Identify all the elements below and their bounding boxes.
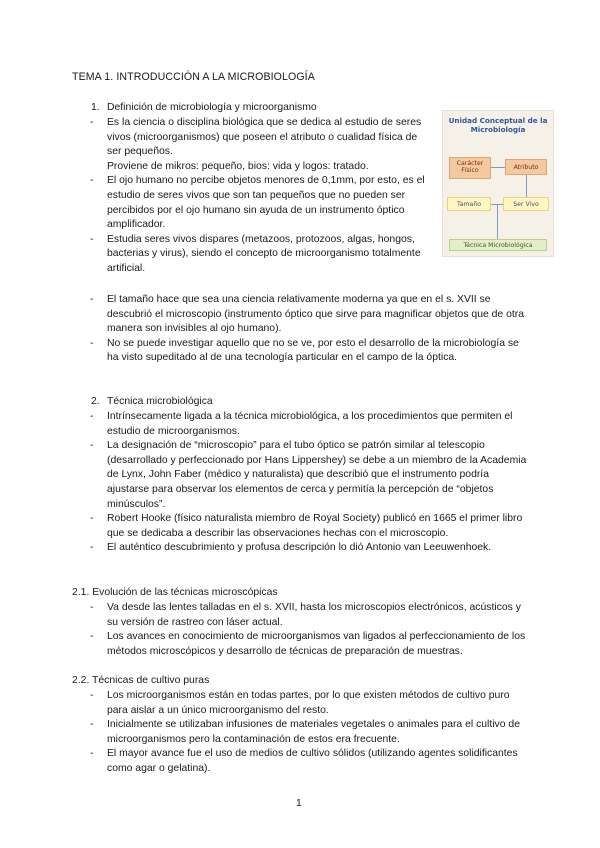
list-item: - No se puede investigar aquello que no se ve, por esto el desarrollo de la microbiología se ha visto supeditado al de una tecnología particular en el campo de la óptica. — [107, 337, 531, 366]
section-1-list-continued — [107, 293, 531, 366]
list-item: - La designación de “microscopio” para el tubo óptico se patrón similar al telescopio (desarrollado y perfeccionado por Hans Lippershey) se debe a un miembro de la Academia de Lynx, John Faber (médico y naturalista) que describió que el instrumento podría ajustarse para observar los elementos de cerca y permitía la percepción de “objetos minúsculos”. — [107, 439, 531, 512]
section-1-number: 1. — [91, 102, 100, 113]
list-item-text: Es la ciencia o disciplina biológica que se dedica al estudio de seres vivos (microorganismos) que poseen el atributo o cualidad física de ser pequeños. — [107, 117, 422, 158]
section-2-number: 2. — [91, 396, 100, 407]
list-item: - El mayor avance fue el uso de medios de cultivo sólidos (utilizando agentes solidificantes como agar o gelatina). — [107, 747, 531, 776]
section-2-2-heading: 2.2. Técnicas de cultivo puras — [72, 675, 210, 686]
diagram-connector — [526, 175, 527, 197]
diagram-connector — [497, 204, 498, 239]
list-item — [107, 116, 429, 174]
section-2-1-heading: 2.1. Evolución de las técnicas microscópicas — [72, 587, 278, 598]
list-item: - Los avances en conocimiento de microorganismos van ligados al perfeccionamiento de los métodos microscópicos y desarrollo de técnicas de preparación de muestras. — [107, 630, 531, 659]
list-item: - El auténtico descubrimiento y profusa descripción lo dió Antonio van Leeuwenhoek. — [107, 541, 531, 556]
list-item: - Intrínsecamente ligada a la técnica microbiológica, a los procedimientos que permiten el estudio de microorganismos. — [107, 410, 531, 439]
list-item: - El tamaño hace que sea una ciencia relativamente moderna ya que en el s. XVII se descubrió el microscopio (instrumento óptico que sirve para magnificar objetos que de otra manera son invisibles al ojo humano). — [107, 293, 531, 337]
diagram-box-ser-vivo: Ser Vivo — [503, 197, 549, 211]
section-1-heading-text: Definición de microbiología y microorganismo — [107, 102, 317, 113]
diagram-box-atributo: Atributo — [505, 159, 547, 175]
diagram-box-tamano: Tamaño — [447, 197, 491, 211]
conceptual-unit-diagram — [442, 110, 554, 257]
section-2-heading — [91, 395, 213, 410]
list-item: - Estudia seres vivos dispares (metazoos, protozoos, algas, hongos, bacterias y virus), siendo el concepto de microorganismo totalmente artificial. — [107, 233, 429, 277]
diagram-box-tecnica: Técnica Microbiológica — [449, 239, 547, 251]
section-1-list — [107, 116, 429, 277]
diagram-title: Unidad Conceptual de la Microbiología — [448, 116, 548, 134]
section-1-heading — [91, 101, 317, 116]
etymology-text: Proviene de mikros: pequeño, bios: vida y logos: tratado. — [107, 160, 369, 172]
section-2-heading-text: Técnica microbiológica — [107, 396, 213, 407]
list-item: - El ojo humano no percibe objetos menores de 0,1mm, por esto, es el estudio de seres vivos que son tan pequeños que no pueden ser percibidos por el ojo humano sin ayuda de un instrumento óptico amplificador. — [107, 174, 429, 232]
section-2-1-list — [107, 601, 531, 659]
list-item: - Robert Hooke (físico naturalista miembro de Royal Society) publicó en 1665 el primer libro que se dedicaba a describir las observaciones hechas con el microscopio. — [107, 512, 531, 541]
page-number: 1 — [296, 798, 302, 809]
list-item: - Inicialmente se utilizaban infusiones de materiales vegetales o animales para el cultivo de microorganismos pero la contaminación de estos era frecuente. — [107, 718, 531, 747]
diagram-box-caracter: Carácter Físico — [449, 157, 491, 179]
diagram-connector — [491, 167, 505, 168]
list-item: - Los microorganismos están en todas partes, por lo que existen métodos de cultivo puro para aislar a un único microorganismo del resto. — [107, 689, 531, 718]
section-2-list — [107, 410, 531, 556]
list-item: - Va desde las lentes talladas en el s. XVII, hasta los microscopios electrónicos, acústicos y su versión de rastreo con láser actual. — [107, 601, 531, 630]
page-title: TEMA 1. INTRODUCCIÓN A LA MICROBIOLOGÍA — [72, 71, 315, 83]
section-2-2-list — [107, 689, 531, 777]
